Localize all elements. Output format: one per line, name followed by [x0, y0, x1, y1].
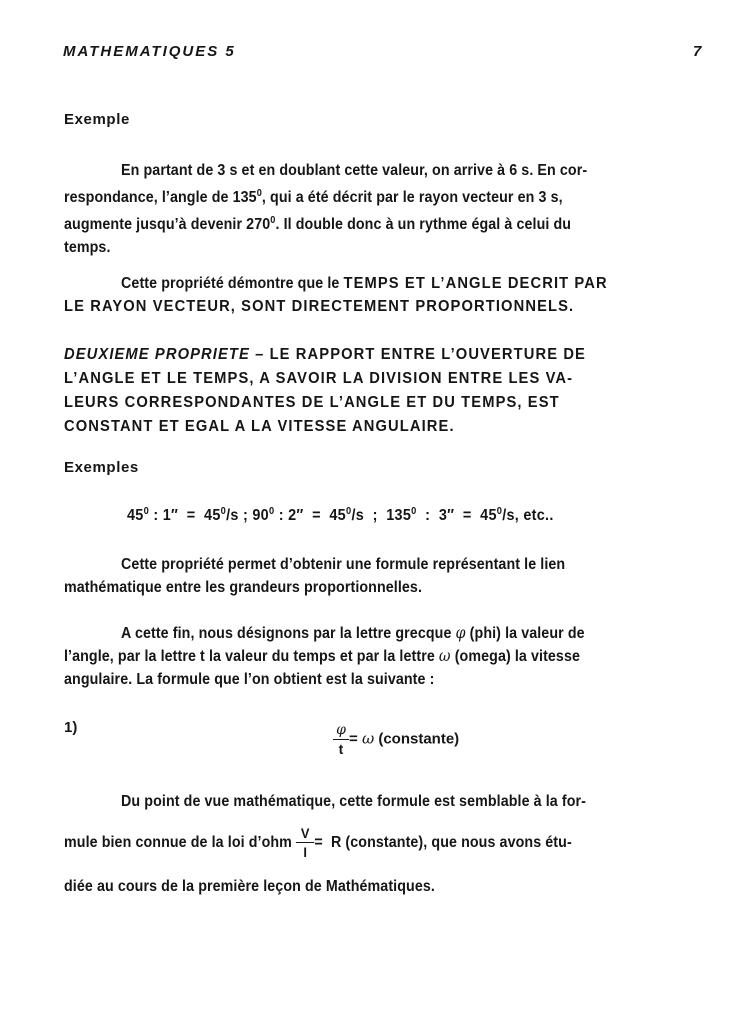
text-line — [64, 159, 708, 182]
paragraph-formula-intro — [64, 553, 708, 599]
time-value: 1″ — [162, 507, 179, 524]
text-line — [64, 576, 708, 599]
text-line — [64, 391, 708, 415]
text-span: . Il double donc à un rythme égal à celui du — [275, 216, 572, 233]
text-span: CONSTANT ET EGAL A LA VITESSE ANGULAIRE. — [64, 418, 455, 435]
text-span: angulaire. La formule que l’on obtient est la suivante : — [64, 671, 435, 688]
text-span: LE RAPPORT ENTRE L’OUVERTURE DE — [269, 346, 586, 363]
result-value: 45 — [204, 507, 221, 524]
degree-sign: 0 — [411, 506, 417, 517]
text-span: – — [249, 346, 270, 363]
text-line — [64, 415, 708, 439]
example-item: $135^0$ : $3'' = 45^0/s$, etc.. — [386, 506, 554, 524]
text-line — [64, 645, 708, 668]
unit: /s — [351, 507, 365, 524]
text-span: (phi) la valeur de — [465, 625, 585, 642]
text-span: Cette propriété démontre que le — [121, 275, 344, 292]
degree-sign: 0 — [143, 506, 150, 517]
text-span: A cette fin, nous désignons par la lettre grecque — [121, 625, 456, 642]
unit: /s, etc.. — [502, 507, 554, 524]
property-two-statement — [64, 343, 708, 439]
text-line — [64, 272, 708, 295]
result-value: 45 — [329, 507, 346, 524]
text-line — [64, 790, 708, 813]
text-span: R (constante), que nous avons étu- — [326, 834, 572, 851]
emphasis-caps: TEMPS ET L’ANGLE DECRIT PAR — [343, 275, 608, 292]
degree-sign: 0 — [496, 506, 503, 517]
example-item: $90^0$ : $2'' = 45^0/s$ ; — [252, 506, 387, 524]
text-line — [64, 209, 708, 236]
text-span: mule bien connue de la loi d’ohm — [64, 834, 292, 851]
degree-sign: 0 — [220, 506, 227, 517]
text-line-final — [64, 875, 708, 898]
page-number: 7 — [693, 43, 702, 60]
angle-value: 135 — [386, 507, 412, 524]
text-line — [64, 553, 708, 576]
text-line — [64, 367, 708, 391]
text-span: l’angle, par la lettre t la valeur du temps et par la lettre — [64, 648, 439, 665]
time-value: 2″ — [288, 507, 304, 524]
paragraph-example-doubling — [64, 159, 708, 259]
text-span: En partant de 3 s et en doublant cette valeur, on arrive à 6 s. En cor- — [121, 162, 588, 179]
text-span: temps. — [64, 239, 111, 256]
text-span: mathématique entre les grandeurs proportionnelles. — [64, 579, 423, 596]
degree-sign: 0 — [270, 215, 276, 226]
degree-sign: 0 — [256, 188, 262, 199]
examples-ratios — [127, 506, 554, 525]
paragraph-ohm-comparison — [64, 790, 708, 813]
formula-text: (constante) — [374, 730, 460, 748]
time-value: 3″ — [438, 507, 455, 524]
text-line — [64, 622, 708, 645]
section-heading-exemples: Exemples — [64, 459, 139, 476]
angular-velocity-formula — [333, 723, 459, 756]
text-line — [64, 668, 708, 691]
equals-sign: = — [314, 834, 323, 851]
text-span: (omega) la vitesse — [450, 648, 581, 665]
text-line — [64, 343, 708, 367]
text-line-ohm — [64, 825, 708, 861]
text-span: Du point de vue mathématique, cette formule est semblable à la for- — [121, 793, 587, 810]
ohm-fraction — [296, 826, 314, 859]
paragraph-proportional — [64, 272, 708, 318]
fraction-denominator: t — [338, 741, 344, 757]
text-line — [64, 295, 708, 318]
fraction-bar — [296, 842, 314, 843]
angle-value: 45 — [127, 507, 144, 524]
text-span: LEURS CORRESPONDANTES DE L’ANGLE ET DU TEMPS, EST — [64, 394, 560, 411]
text-span: augmente jusqu’à devenir 270 — [64, 216, 271, 233]
text-line — [64, 236, 708, 259]
equation-number: 1) — [64, 719, 78, 736]
running-header-title: MATHEMATIQUES 5 — [63, 43, 236, 60]
angle-value: 90 — [252, 507, 269, 524]
omega-symbol: ω — [361, 729, 375, 748]
fraction-numerator: φ — [336, 722, 346, 738]
paragraph-notation — [64, 622, 708, 691]
equals-sign: = — [349, 730, 358, 748]
text-span: diée au cours de la première leçon de Mathématiques. — [64, 878, 435, 895]
unit: /s — [226, 507, 239, 524]
fraction-numerator: V — [300, 825, 310, 842]
text-span: respondance, l’angle de 135 — [64, 189, 257, 206]
emphasis-caps: LE RAYON VECTEUR, SONT DIRECTEMENT PROPORTIONNELS. — [64, 298, 575, 315]
section-heading-exemple: Exemple — [64, 111, 130, 128]
phi-symbol: φ — [455, 624, 466, 642]
degree-sign: 0 — [345, 506, 352, 517]
text-span: , qui a été décrit par le rayon vecteur en 3 s, — [261, 189, 563, 206]
text-span: Cette propriété permet d’obtenir une formule représentant le lien — [121, 556, 566, 573]
fraction — [333, 723, 349, 756]
fraction-denominator: I — [303, 844, 308, 861]
fraction-bar — [333, 739, 349, 740]
property-label: DEUXIEME PROPRIETE — [64, 346, 250, 363]
result-value: 45 — [480, 507, 497, 524]
text-span: L’ANGLE ET LE TEMPS, A SAVOIR LA DIVISION ENTRE LES VA- — [64, 370, 574, 387]
text-line — [64, 182, 708, 209]
degree-sign: 0 — [268, 506, 275, 517]
omega-symbol: ω — [438, 647, 451, 665]
example-item: $45^0$ : $1'' = 45^0/s$ ; — [127, 506, 253, 524]
